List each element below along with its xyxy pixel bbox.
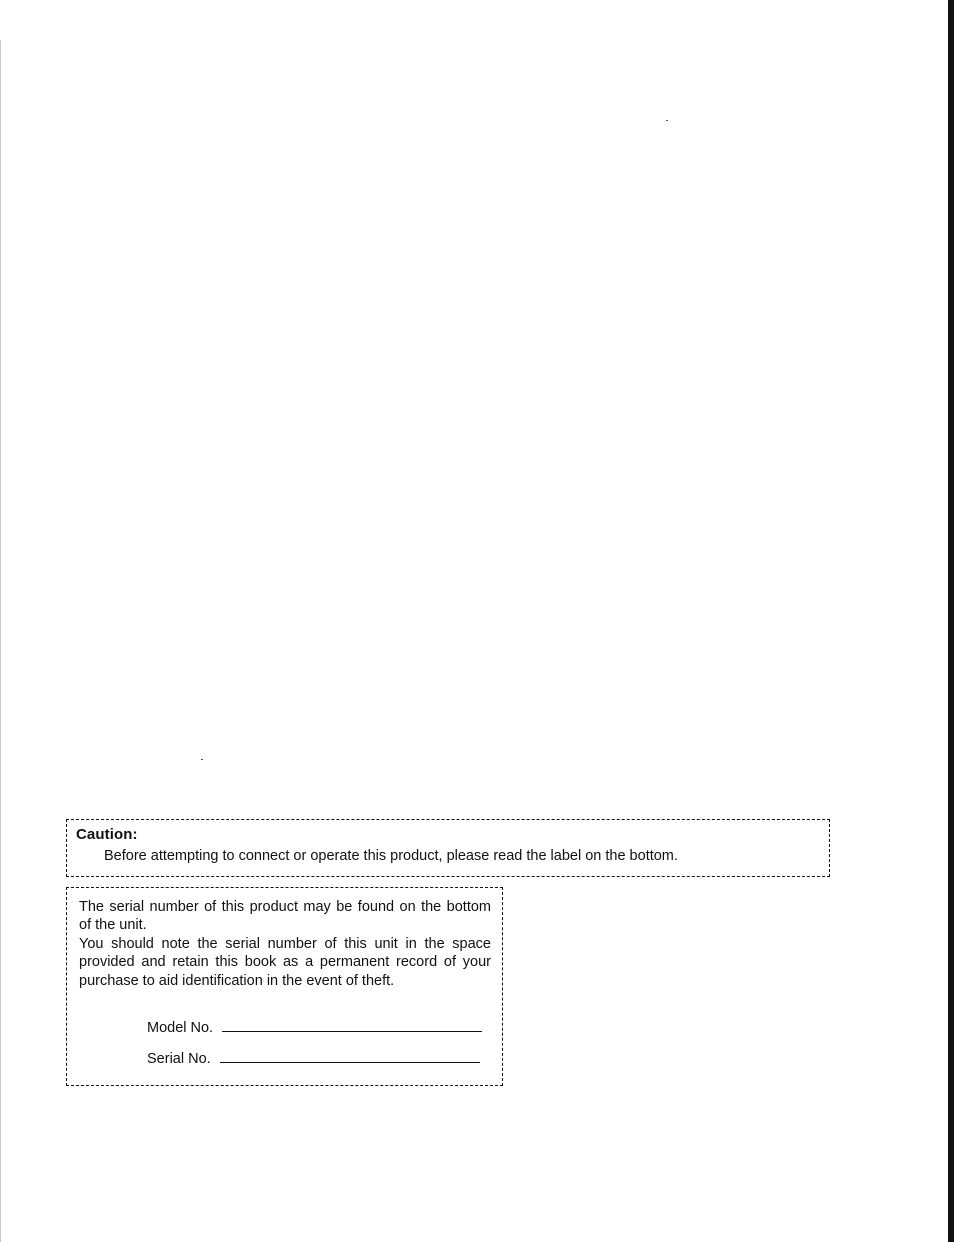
serial-notice-paragraph-2: You should note the serial number of this unit in the space provided and retain this book as a permanent record of your purchase to aid identification in the event of theft.: [79, 935, 491, 989]
serial-notice-text: [79, 898, 491, 990]
caution-text: Before attempting to connect or operate this product, please read the label on the bottom.: [104, 848, 678, 864]
serial-number-blank[interactable]: [220, 1062, 480, 1063]
model-number-row: [147, 1020, 482, 1036]
serial-number-label: Serial No.: [147, 1051, 211, 1067]
caution-box: [66, 819, 830, 877]
serial-notice-paragraph-1: The serial number of this product may be found on the bottom of the unit.: [79, 899, 491, 934]
scan-speck: [666, 120, 668, 121]
model-number-label: Model No.: [147, 1020, 214, 1036]
page-edge-shadow-right: [948, 0, 954, 1242]
model-number-blank[interactable]: [222, 1031, 482, 1032]
page-edge-shadow-left: [0, 40, 1, 1242]
scan-speck: [201, 759, 203, 760]
serial-number-row: [147, 1051, 480, 1067]
caution-title: Caution:: [76, 826, 138, 843]
